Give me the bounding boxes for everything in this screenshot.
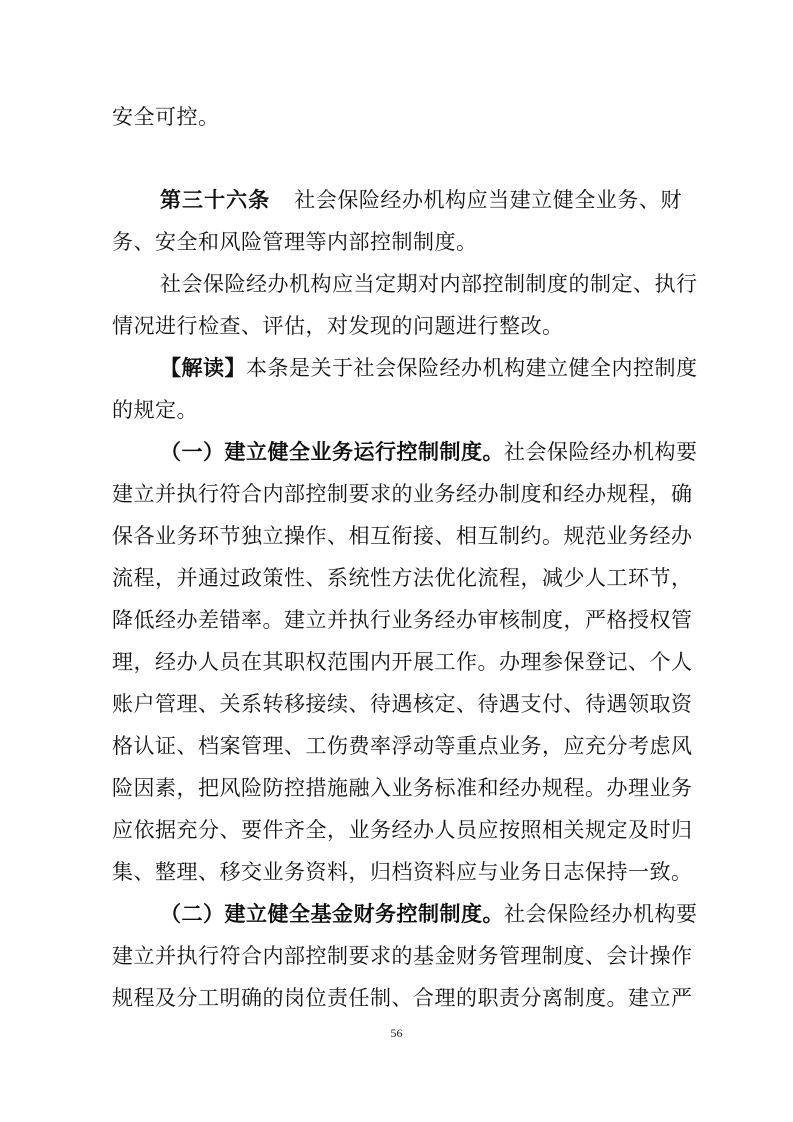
text-line [112,522,693,550]
line-text: 建立并执行符合内部控制要求的业务经办制度和经办规程，确 [112,482,693,506]
section-heading-line [160,900,698,928]
text-line [112,228,682,256]
line-text: 降低经办差错率。建立并执行业务经办审核制度，严格授权管 [112,608,693,632]
text-line [112,396,682,424]
text-line [112,732,693,760]
section-heading: （一）建立健全业务运行控制制度。 [160,439,504,464]
section-heading: （二）建立健全基金财务控制制度。 [160,901,504,926]
text-line [112,774,693,802]
line-text: 流程，并通过政策性、系统性方法优化流程，减少人工环节， [112,566,693,590]
line-text: 建立并执行符合内部控制要求的基金财务管理制度、会计操作 [112,944,693,968]
text-line [112,816,693,844]
interpretation-text: 本条是关于社会保险经办机构建立健全内控制度 [246,356,698,380]
line-text: 集、整理、移交业务资料，归档资料应与业务日志保持一致。 [112,860,693,884]
text-line [112,480,693,508]
text-line [112,690,693,718]
line-text: 安全可控。 [112,105,220,129]
page-number: 56 [390,1026,403,1040]
interpretation-label: 【解读】 [160,355,246,380]
text-line [112,942,693,970]
text-line [112,606,693,634]
line-text: 的规定。 [112,398,198,422]
text-line [112,858,693,886]
line-text: 账户管理、关系转移接续、待遇核定、待遇支付、待遇领取资 [112,692,693,716]
section-text: 社会保险经办机构要 [504,440,698,464]
line-text: 理，经办人员在其职权范围内开展工作。办理参保登记、个人 [112,650,693,674]
line-text: 规程及分工明确的岗位责任制、合理的职责分离制度。建立严 [112,986,693,1010]
line-text: 情况进行检查、评估，对发现的问题进行整改。 [112,314,564,338]
article-text: 社会保险经办机构应当建立健全业务、财 [294,188,682,212]
line-text: 应依据充分、要件齐全，业务经办人员应按照相关规定及时归 [112,818,693,842]
section-text: 社会保险经办机构要 [504,902,698,926]
line-text: 险因素，把风险防控措施融入业务标准和经办规程。办理业务 [112,776,693,800]
text-line [112,648,693,676]
section-heading-line [160,438,698,466]
article-number: 第三十六条 [160,188,271,212]
line-text: 格认证、档案管理、工伤费率浮动等重点业务，应充分考虑风 [112,734,693,758]
line-text: 保各业务环节独立操作、相互衔接、相互制约。规范业务经办 [112,524,693,548]
text-line [112,984,693,1012]
text-line [112,312,682,340]
line-text: 务、安全和风险管理等内部控制制度。 [112,230,478,254]
article-heading-line [160,186,682,214]
interpretation-line [160,354,698,382]
text-line [112,564,693,592]
line-text: 社会保险经办机构应当定期对内部控制制度的制定、执行 [160,272,698,296]
text-line [160,270,698,298]
text-line [112,103,682,131]
